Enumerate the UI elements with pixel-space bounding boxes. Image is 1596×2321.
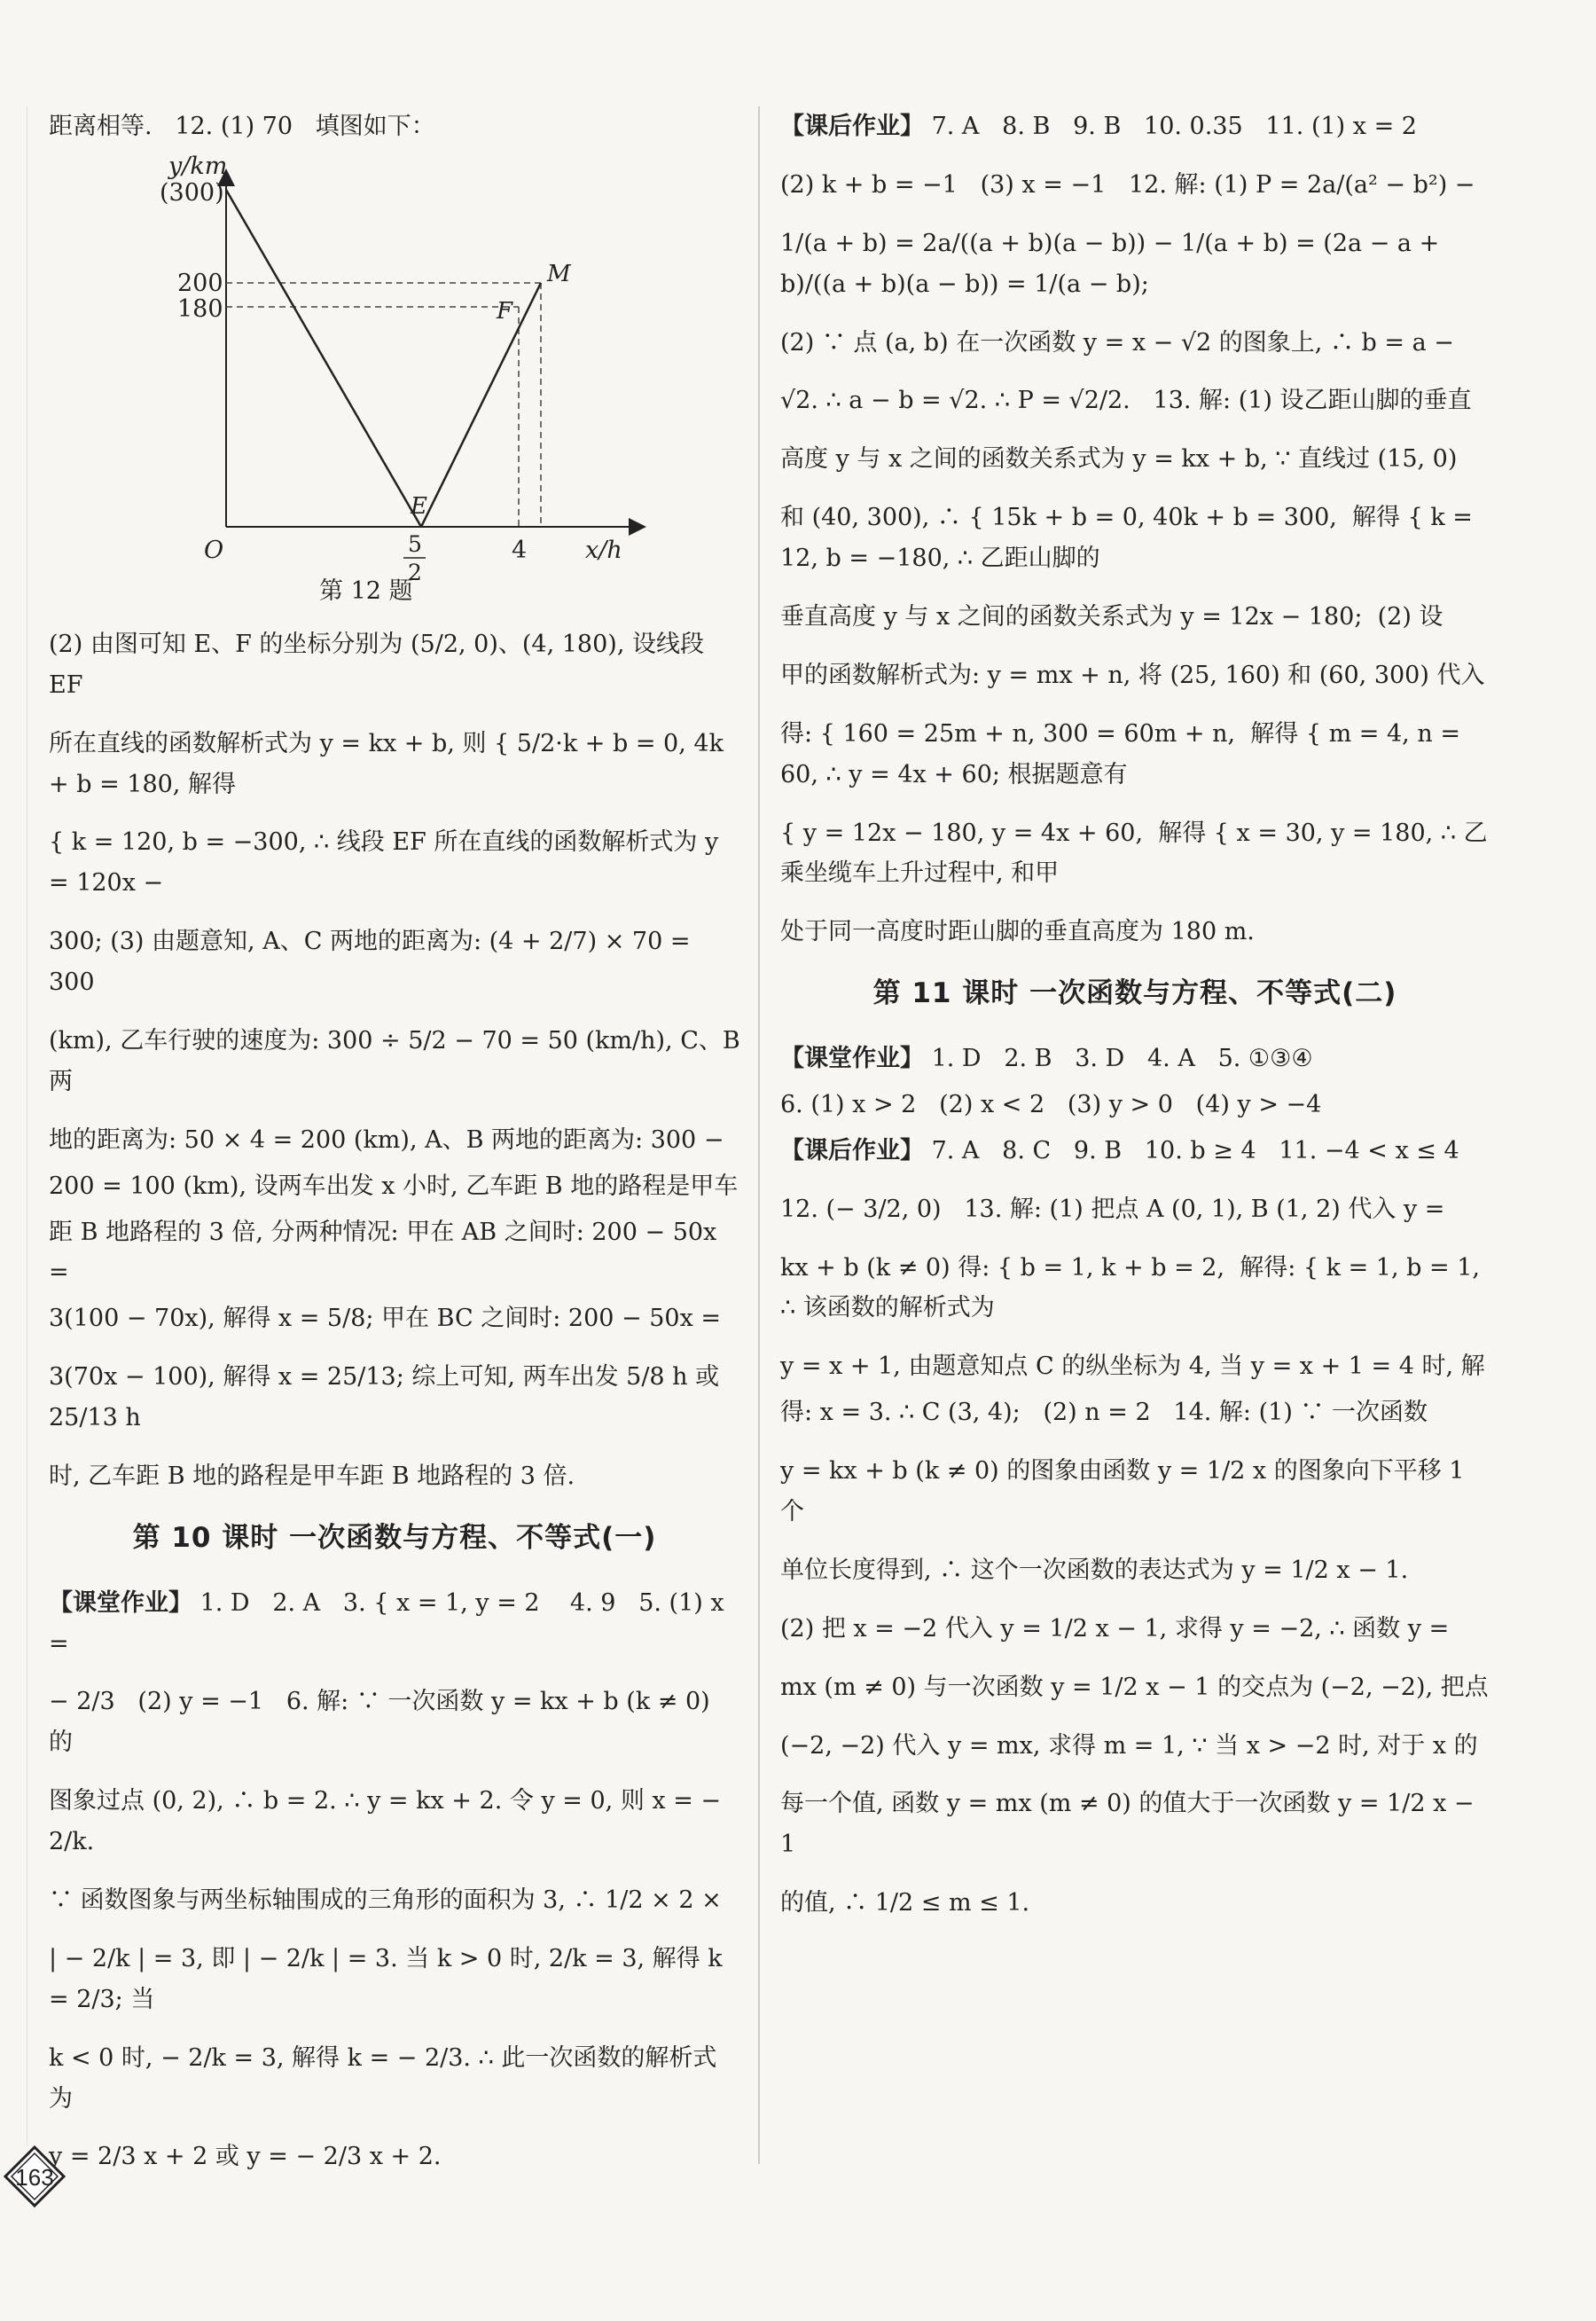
page-number: 163 bbox=[15, 2164, 54, 2191]
solution-line: (−2, −2) 代入 y = mx, 求得 m = 1, ∵ 当 x > −2 时, 对于 x 的 bbox=[780, 1731, 1478, 1760]
column-divider bbox=[758, 106, 760, 2164]
solution-line: kx + b (k ≠ 0) 得: { b = 1, k + b = 2, 解得: { k = 1, b = 1, ∴ 该函数的解析式为 bbox=[780, 1253, 1496, 1322]
solution-line: 图象过点 (0, 2), ∴ b = 2. ∴ y = kx + 2. 令 y = 0, 则 x = − 2/k. bbox=[49, 1787, 729, 1856]
tag-classwork: 【课堂作业】 bbox=[49, 1588, 192, 1617]
x-tick-den: 2 bbox=[408, 559, 422, 585]
point-M-label: M bbox=[547, 260, 571, 287]
solution-line: 高度 y 与 x 之间的函数关系式为 y = kx + b, ∵ 直线过 (15, 0) bbox=[780, 445, 1458, 474]
solution-line: (2) k + b = −1 (3) x = −1 12. 解: (1) P = 2a/(a² − b²) − bbox=[780, 170, 1475, 199]
solution-line: 得: { 160 = 25m + n, 300 = 60m + n, 解得 { m = 4, n = 60, ∴ y = 4x + 60; 根据题意有 bbox=[780, 719, 1468, 788]
solution-line: 1/(a + b) = 2a/((a + b)(a − b)) − 1/(a + b) = (2a − a + b)/((a + b)(a − b)) = 1/(a − b); bbox=[780, 229, 1447, 298]
y-tick-180: 180 bbox=[177, 294, 223, 323]
figure-12 bbox=[49, 154, 669, 616]
solution-line: 垂直高度 y 与 x 之间的函数关系式为 y = 12x − 180; (2) 设 bbox=[780, 603, 1443, 631]
solution-line: y = kx + b (k ≠ 0) 的图象由函数 y = 1/2 x 的图象向下平移 1 个 bbox=[780, 1457, 1473, 1525]
solution-line: 地的距离为: 50 × 4 = 200 (km), A、B 两地的距离为: 300 − bbox=[49, 1125, 724, 1154]
solution-line: (2) 把 x = −2 代入 y = 1/2 x − 1, 求得 y = −2, ∴ 函数 y = bbox=[780, 1614, 1450, 1643]
figure-caption: 第 12 题 bbox=[319, 576, 413, 605]
answer-line bbox=[49, 1583, 740, 1665]
solution-line: 单位长度得到, ∴ 这个一次函数的表达式为 y = 1/2 x − 1. bbox=[780, 1556, 1409, 1584]
y-tick-200: 200 bbox=[177, 269, 223, 297]
solution-line: 300; (3) 由题意知, A、C 两地的距离为: (4 + 2/7) × 70 = 300 bbox=[49, 928, 699, 997]
y-axis-label: y/km bbox=[168, 152, 228, 180]
tag-classwork: 【课堂作业】 bbox=[780, 1044, 924, 1072]
solution-line: y = x + 1, 由题意知点 C 的纵坐标为 4, 当 y = x + 1 = 4 时, 解 bbox=[780, 1353, 1485, 1381]
section-heading-lesson-11: 第 11 课时 一次函数与方程、不等式(二) bbox=[872, 977, 1397, 1010]
answer-line bbox=[780, 1039, 1490, 1079]
solution-line: 所在直线的函数解析式为 y = kx + b, 则 { 5/2·k + b = 0, 4k + b = 180, 解得 bbox=[49, 729, 732, 798]
distance-time-graph bbox=[49, 152, 669, 585]
solution-line: 和 (40, 300), ∴ { 15k + b = 0, 40k + b = 300, 解得 { k = 12, b = −180, ∴ 乙距山脚的 bbox=[780, 504, 1481, 573]
solution-line: 12. (− 3/2, 0) 13. 解: (1) 把点 A (0, 1), B (1, 2) 代入 y = bbox=[780, 1195, 1445, 1223]
solution-line: 的值, ∴ 1/2 ≤ m ≤ 1. bbox=[780, 1889, 1030, 1917]
answer-text: 1. D 2. B 3. D 4. A 5. ①③④ bbox=[924, 1044, 1313, 1072]
solution-line: 3(70x − 100), 解得 x = 25/13; 综上可知, 两车出发 5/8 h 或 25/13 h bbox=[49, 1363, 727, 1432]
answer-text: 1. D 2. A 3. { x = 1, y = 2 4. 9 5. (1) x = bbox=[49, 1588, 732, 1658]
solution-line: k < 0 时, − 2/k = 3, 解得 k = − 2/3. ∴ 此一次函数的解析式为 bbox=[49, 2043, 717, 2113]
solution-line: 时, 乙车距 B 地的路程是甲车距 B 地路程的 3 倍. bbox=[49, 1462, 575, 1491]
section-heading-lesson-10: 第 10 课时 一次函数与方程、不等式(一) bbox=[132, 1521, 657, 1554]
x-tick-num: 5 bbox=[408, 530, 422, 557]
solution-line: 200 = 100 (km), 设两车出发 x 小时, 乙车距 B 地的路程是甲车 bbox=[49, 1172, 739, 1200]
answer-line: 距离相等. 12. (1) 70 填图如下： bbox=[49, 113, 435, 140]
solution-line: | − 2/k | = 3, 即 | − 2/k | = 3. 当 k > 0 时, 2/k = 3, 解得 k = 2/3; 当 bbox=[49, 1944, 731, 2013]
x-axis-label: x/h bbox=[585, 536, 622, 564]
origin-label: O bbox=[204, 536, 224, 564]
x-tick-4: 4 bbox=[512, 536, 528, 564]
solution-line: { y = 12x − 180, y = 4x + 60, 解得 { x = 30, y = 180, ∴ 乙乘坐缆车上升过程中, 和甲 bbox=[780, 819, 1488, 888]
solution-line: y = 2/3 x + 2 或 y = − 2/3 x + 2. bbox=[49, 2143, 442, 2171]
solution-line: mx (m ≠ 0) 与一次函数 y = 1/2 x − 1 的交点为 (−2, −2), 把点 bbox=[780, 1673, 1489, 1701]
solution-line: √2. ∴ a − b = √2. ∴ P = √2/2. 13. 解: (1) 设乙距山脚的垂直 bbox=[780, 387, 1472, 415]
answer-line bbox=[780, 106, 1490, 147]
solution-line: 3(100 − 70x), 解得 x = 5/8; 甲在 BC 之间时: 200 − 50x = bbox=[49, 1305, 722, 1333]
segment-E-M bbox=[421, 283, 541, 527]
y-tick-300: (300) bbox=[160, 178, 224, 207]
left-column bbox=[49, 106, 748, 2183]
answer-text: 7. A 8. B 9. B 10. 0.35 11. (1) x = 2 bbox=[924, 113, 1417, 140]
solution-line: (2) ∵ 点 (a, b) 在一次函数 y = x − √2 的图象上, ∴ b = a − bbox=[780, 328, 1454, 357]
answer-text: 7. A 8. C 9. B 10. b ≥ 4 11. −4 < x ≤ 4 bbox=[924, 1136, 1459, 1164]
solution-line: 得: x = 3. ∴ C (3, 4); (2) n = 2 14. 解: (1) ∵ 一次函数 bbox=[780, 1399, 1428, 1427]
point-E-label: E bbox=[411, 492, 427, 520]
solution-line: { k = 120, b = −300, ∴ 线段 EF 所在直线的函数解析式为 y = 120x − bbox=[49, 828, 726, 898]
tag-homework: 【课后作业】 bbox=[780, 1136, 924, 1164]
solution-line: ∵ 函数图象与两坐标轴围成的三角形的面积为 3, ∴ 1/2 × 2 × bbox=[49, 1886, 722, 1914]
solution-line: 距 B 地路程的 3 倍, 分两种情况: 甲在 AB 之间时: 200 − 50x = bbox=[49, 1218, 724, 1287]
solution-line: (km), 乙车行驶的速度为: 300 ÷ 5/2 − 70 = 50 (km/h), C、B 两 bbox=[49, 1027, 748, 1095]
solution-line: − 2/3 (2) y = −1 6. 解: ∵ 一次函数 y = kx + b (k ≠ 0) 的 bbox=[49, 1688, 718, 1757]
answer-line: 6. (1) x > 2 (2) x < 2 (3) y > 0 (4) y > −4 bbox=[780, 1090, 1322, 1118]
page-number-badge bbox=[3, 2145, 66, 2208]
right-column bbox=[780, 106, 1496, 1929]
solution-line: 甲的函数解析式为: y = mx + n, 将 (25, 160) 和 (60, 300) 代入 bbox=[780, 661, 1485, 689]
solution-line: (2) 由图可知 E、F 的坐标分别为 (5/2, 0)、(4, 180), 设线段 EF bbox=[49, 630, 712, 699]
tag-homework: 【课后作业】 bbox=[780, 113, 924, 140]
answer-line bbox=[780, 1131, 1490, 1172]
segment-start-E bbox=[226, 190, 421, 527]
point-F-label: F bbox=[497, 297, 513, 325]
solution-line: 处于同一高度时距山脚的垂直高度为 180 m. bbox=[780, 918, 1255, 946]
solution-line: 每一个值, 函数 y = mx (m ≠ 0) 的值大于一次函数 y = 1/2 x − 1 bbox=[780, 1790, 1483, 1859]
